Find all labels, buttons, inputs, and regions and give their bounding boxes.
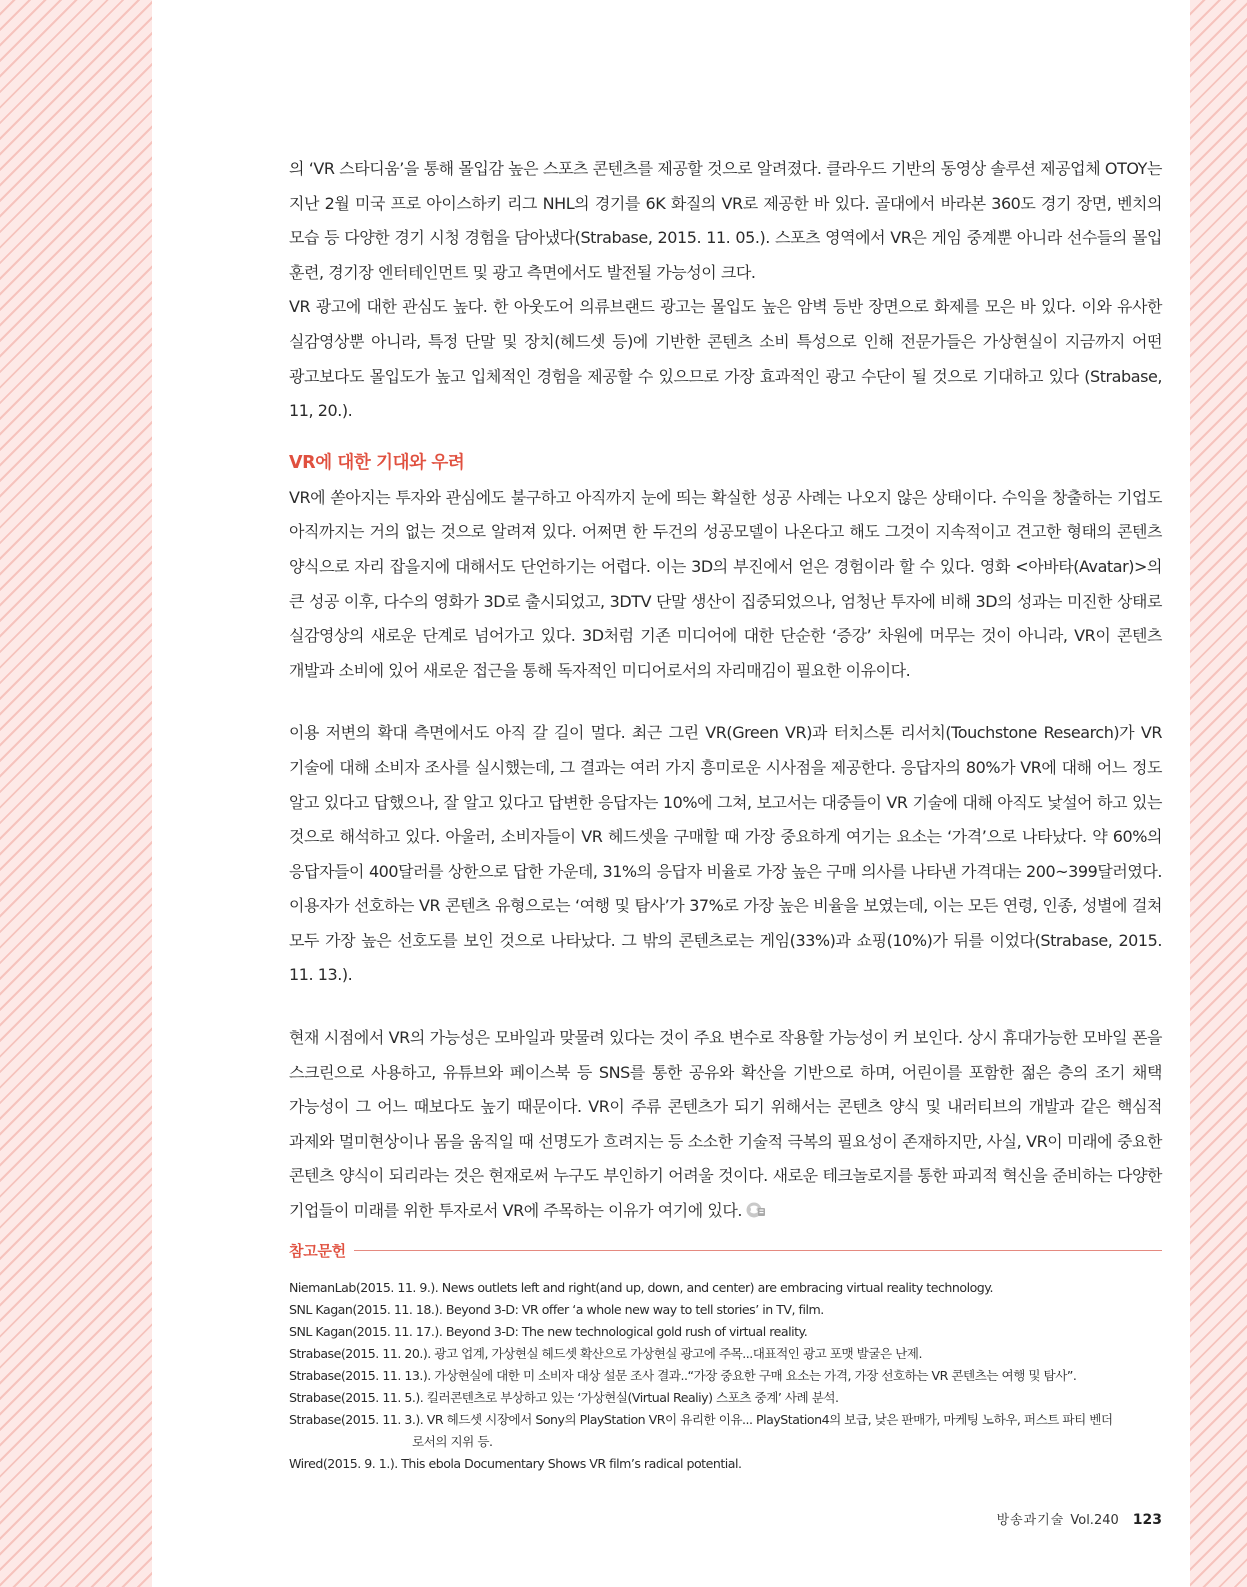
- paragraph-1: 의 ‘VR 스타디움’을 통해 몰입감 높은 스포츠 콘텐츠를 제공할 것으로 알려졌다. 클라우드 기반의 동영상 솔루션 제공업체 OTOY는 지난 2월 미국 프로 아이스하키 리그 NHL의 경기를 6K 화질의 VR로 제공한 바 있다. 골대에서 바라본 360도 경기 장면, 벤치의 모습 등 다양한 경기 시청 경험을 담아냈다(Strabase, 2015. 11. 05.). 스포츠 영역에서 VR은 게임 중계뿐 아니라 선수들의 몰입 훈련, 경기장 엔터테인먼트 및 광고 측면에서도 발전될 가능성이 크다.: [289, 159, 1162, 282]
- references-title: 참고문헌: [289, 1242, 346, 1260]
- end-mark-icon: [746, 1197, 766, 1215]
- reference-item: Strabase(2015. 11. 3.). VR 헤드셋 시장에서 Sony의 PlayStation VR이 유리한 이유... PlayStation4의 보급, 낮은 판매가, 마케팅 노하우, 퍼스트 파티 벤더: [289, 1412, 1113, 1427]
- reference-list: [289, 1277, 1162, 1475]
- reference-item: SNL Kagan(2015. 11. 17.). Beyond 3-D: The new technological gold rush of virtual reality.: [289, 1324, 808, 1339]
- paragraph-3: VR에 쏟아지는 투자와 관심에도 불구하고 아직까지 눈에 띄는 확실한 성공 사례는 나오지 않은 상태이다. 수익을 창출하는 기업도 아직까지는 거의 없는 것으로 알려져 있다. 어쩌면 한 두건의 성공모델이 나온다고 해도 그것이 지속적이고 견고한 형태의 콘텐츠 양식으로 자리 잡을지에 대해서도 단언하기는 어렵다. 이는 3D의 부진에서 얻은 경험이라 할 수 있다. 영화 <아바타(Avatar)>의 큰 성공 이후, 다수의 영화가 3D로 출시되었고, 3DTV 단말 생산이 집중되었으나, 엄청난 투자에 비해 3D의 성과는 미진한 상태로 실감영상의 새로운 단계로 넘어가고 있다. 3D처럼 기존 미디어에 대한 단순한 ‘증강’ 차원에 머무는 것이 아니라, VR이 콘텐츠 개발과 소비에 있어 새로운 접근을 통해 독자적인 미디어로서의 자리매김이 필요한 이유이다.: [289, 487, 1162, 680]
- paragraph-5-text: 현재 시점에서 VR의 가능성은 모바일과 맞물려 있다는 것이 주요 변수로 작용할 가능성이 커 보인다. 상시 휴대가능한 모바일 폰을 스크린으로 사용하고, 유튜브와 페이스북 등 SNS를 통한 공유와 확산을 기반으로 하며, 어린이를 포함한 젊은 층의 조기 채택 가능성이 그 어느 때보다도 높기 때문이다. VR이 주류 콘텐츠가 되기 위해서는 콘텐츠 양식 및 내러티브의 개발과 같은 핵심적 과제와 멀미현상이나 몸을 움직일 때 선명도가 흐려지는 등 소소한 기술적 극복의 필요성이 존재하지만, 사실, VR이 미래에 중요한 콘텐츠 양식이 되리라는 것은 현재로써 누구도 부인하기 어려울 것이다. 새로운 테크놀로지를 통한 파괴적 혁신을 준비하는 다양한 기업들이 미래를 위한 투자로서 VR에 주목하는 이유가 여기에 있다.: [289, 1028, 1162, 1221]
- reference-item: Strabase(2015. 11. 20.). 광고 업계, 가상현실 헤드셋 확산으로 가상현실 광고에 주목...대표적인 광고 포맷 발굴은 난제.: [289, 1346, 922, 1361]
- page-number: 123: [1132, 1512, 1162, 1528]
- reference-item-continuation: 로서의 지위 등.: [412, 1434, 493, 1449]
- references-header: [289, 1240, 1162, 1261]
- article-body: [289, 152, 1162, 1229]
- decorative-stripe-right: [1190, 0, 1247, 1587]
- reference-item: SNL Kagan(2015. 11. 18.). Beyond 3-D: VR offer ‘a whole new way to tell stories’ in TV, film.: [289, 1302, 824, 1317]
- reference-item: Strabase(2015. 11. 5.). 킬러콘텐츠로 부상하고 있는 ‘가상현실(Virtual Realiy) 스포츠 중계’ 사례 분석.: [289, 1390, 839, 1405]
- volume-label: Vol.240: [1070, 1513, 1119, 1528]
- paragraph-4: 이용 저변의 확대 측면에서도 아직 갈 길이 멀다. 최근 그린 VR(Green VR)과 터치스톤 리서치(Touchstone Research)가 VR 기술에 대해 소비자 조사를 실시했는데, 그 결과는 여러 가지 흥미로운 시사점을 제공한다. 응답자의 80%가 VR에 대해 어느 정도 알고 있다고 답했으나, 잘 알고 있다고 답변한 응답자는 10%에 그쳐, 보고서는 대중들이 VR 기술에 대해 아직도 낯설어 하고 있는 것으로 해석하고 있다. 아울러, 소비자들이 VR 헤드셋을 구매할 때 가장 중요하게 여기는 요소는 ‘가격’으로 나타났다. 약 60%의 응답자들이 400달러를 상한으로 답한 가운데, 31%의 응답자 비율로 가장 높은 구매 의사를 나타낸 가격대는 200~399달러였다. 이용자가 선호하는 VR 콘텐츠 유형으로는 ‘여행 및 탐사’가 37%로 가장 높은 비율을 보였는데, 이는 모든 연령, 인종, 성별에 걸쳐 모두 가장 높은 선호도를 보인 것으로 나타났다. 그 밖의 콘텐츠로는 게임(33%)과 쇼핑(10%)가 뒤를 이었다(Strabase, 2015. 11. 13.).: [289, 723, 1162, 985]
- reference-item: Wired(2015. 9. 1.). This ebola Documentary Shows VR film’s radical potential.: [289, 1456, 742, 1471]
- section-title: VR에 대한 기대와 우려: [289, 452, 465, 473]
- references-section: [289, 1240, 1162, 1475]
- references-divider: [354, 1250, 1162, 1251]
- reference-item: Strabase(2015. 11. 13.). 가상현실에 대한 미 소비자 대상 설문 조사 결과..“가장 중요한 구매 요소는 가격, 가장 선호하는 VR 콘텐츠는 여행 및 탐사”.: [289, 1368, 1077, 1383]
- reference-item: NiemanLab(2015. 11. 9.). News outlets left and right(and up, down, and center) are embracing virtual reality technology.: [289, 1280, 993, 1295]
- paragraph-2: VR 광고에 대한 관심도 높다. 한 아웃도어 의류브랜드 광고는 몰입도 높은 암벽 등반 장면으로 화제를 모은 바 있다. 이와 유사한 실감영상뿐 아니라, 특정 단말 및 장치(헤드셋 등)에 기반한 콘텐츠 소비 특성으로 인해 전문가들은 가상현실이 지금까지 어떤 광고보다도 몰입도가 높고 입체적인 경험을 제공할 수 있으므로 가장 효과적인 광고 수단이 될 것으로 기대하고 있다 (Strabase, 11, 20.).: [289, 297, 1163, 421]
- paragraph-5: [289, 1021, 1162, 1229]
- publication-name: 방송과기술: [996, 1513, 1065, 1528]
- page-footer: [990, 1509, 1162, 1528]
- decorative-stripe-left: [0, 0, 152, 1587]
